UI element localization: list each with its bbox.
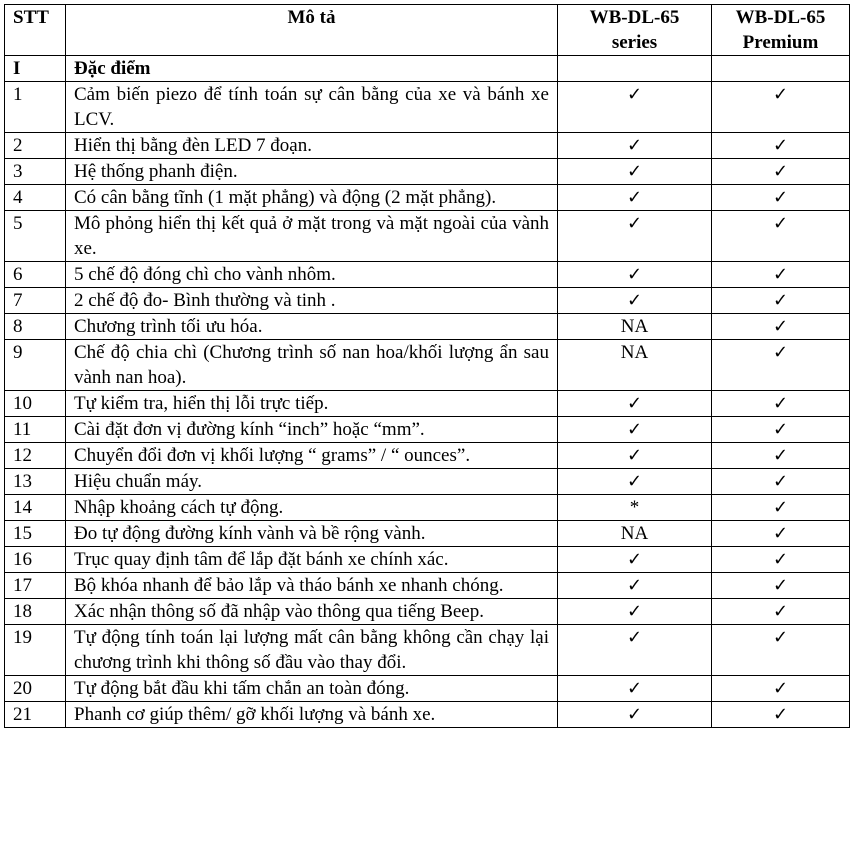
table-row [5,314,850,340]
checkmark-icon: ✓ [626,575,643,596]
row-number: 3 [5,159,66,185]
table-row [5,547,850,573]
row-description: Trục quay định tâm để lắp đặt bánh xe chính xác. [66,547,558,573]
series-availability-cell [558,211,712,262]
premium-availability-cell [712,262,850,288]
section-empty-cell [558,56,712,82]
row-number: 11 [5,417,66,443]
premium-availability-cell [712,443,850,469]
checkmark-icon: ✓ [772,84,789,105]
table-row [5,391,850,417]
checkmark-icon: ✓ [626,445,643,466]
table-row [5,288,850,314]
series-availability-cell [558,625,712,676]
section-row [5,56,850,82]
table-row [5,702,850,728]
checkmark-icon: ✓ [626,393,643,414]
checkmark-icon: ✓ [772,678,789,699]
row-number: 15 [5,521,66,547]
row-description: Chế độ chia chì (Chương trình số nan hoa/khối lượng ẩn sau vành nan hoa). [66,340,558,391]
row-description: Hiệu chuẩn máy. [66,469,558,495]
row-number: 21 [5,702,66,728]
table-row [5,676,850,702]
checkmark-icon: ✓ [772,601,789,622]
premium-availability-cell [712,702,850,728]
premium-availability-cell [712,82,850,133]
premium-availability-cell [712,676,850,702]
premium-availability-cell [712,185,850,211]
row-description: Phanh cơ giúp thêm/ gỡ khối lượng và bánh xe. [66,702,558,728]
row-number: 16 [5,547,66,573]
availability-text: NA [620,523,649,544]
section-number: I [5,56,66,82]
series-availability-cell [558,262,712,288]
checkmark-icon: ✓ [772,627,789,648]
premium-availability-cell [712,340,850,391]
checkmark-icon: ✓ [772,161,789,182]
row-number: 14 [5,495,66,521]
checkmark-icon: ✓ [772,549,789,570]
premium-availability-cell [712,133,850,159]
table-row [5,159,850,185]
table-row [5,133,850,159]
series-availability-cell [558,599,712,625]
premium-availability-cell [712,547,850,573]
table-row [5,599,850,625]
checkmark-icon: ✓ [626,549,643,570]
premium-availability-cell [712,599,850,625]
series-availability-cell [558,82,712,133]
checkmark-icon: ✓ [626,264,643,285]
series-availability-cell [558,185,712,211]
table-row [5,469,850,495]
header-row [5,5,850,56]
row-description: Hiển thị bằng đèn LED 7 đoạn. [66,133,558,159]
checkmark-icon: ✓ [626,187,643,208]
series-availability-cell [558,314,712,340]
checkmark-icon: ✓ [626,135,643,156]
row-number: 12 [5,443,66,469]
premium-availability-cell [712,521,850,547]
row-description: Bộ khóa nhanh để bảo lắp và tháo bánh xe nhanh chóng. [66,573,558,599]
checkmark-icon: ✓ [772,264,789,285]
row-description: Hệ thống phanh điện. [66,159,558,185]
row-description: Cảm biến piezo để tính toán sự cân bằng của xe và bánh xe LCV. [66,82,558,133]
table-row [5,340,850,391]
row-description: Cài đặt đơn vị đường kính “inch” hoặc “mm”. [66,417,558,443]
table-row [5,82,850,133]
series-availability-cell [558,469,712,495]
checkmark-icon: ✓ [772,342,789,363]
premium-availability-cell [712,573,850,599]
checkmark-icon: ✓ [626,471,643,492]
row-number: 18 [5,599,66,625]
series-availability-cell [558,391,712,417]
series-availability-cell [558,133,712,159]
table-row [5,417,850,443]
checkmark-icon: ✓ [772,316,789,337]
row-description: Tự kiểm tra, hiển thị lỗi trực tiếp. [66,391,558,417]
row-number: 4 [5,185,66,211]
row-number: 7 [5,288,66,314]
checkmark-icon: ✓ [772,213,789,234]
row-description: Nhập khoảng cách tự động. [66,495,558,521]
checkmark-icon: ✓ [626,601,643,622]
series-availability-cell [558,573,712,599]
table-row [5,573,850,599]
premium-availability-cell [712,211,850,262]
table-row [5,495,850,521]
checkmark-icon: ✓ [772,471,789,492]
row-number: 5 [5,211,66,262]
premium-availability-cell [712,625,850,676]
row-number: 1 [5,82,66,133]
row-number: 6 [5,262,66,288]
premium-availability-cell [712,495,850,521]
row-number: 19 [5,625,66,676]
checkmark-icon: ✓ [626,84,643,105]
table-row [5,185,850,211]
checkmark-icon: ✓ [772,135,789,156]
checkmark-icon: ✓ [772,393,789,414]
row-number: 20 [5,676,66,702]
series-availability-cell [558,521,712,547]
series-availability-cell [558,702,712,728]
row-description: Chuyển đổi đơn vị khối lượng “ grams” / “ ounces”. [66,443,558,469]
checkmark-icon: ✓ [626,704,643,725]
checkmark-icon: ✓ [626,627,643,648]
checkmark-icon: ✓ [772,523,789,544]
table-row [5,521,850,547]
premium-availability-cell [712,417,850,443]
checkmark-icon: ✓ [772,575,789,596]
premium-availability-cell [712,391,850,417]
checkmark-icon: ✓ [626,161,643,182]
series-availability-cell [558,676,712,702]
row-description: Đo tự động đường kính vành và bề rộng vành. [66,521,558,547]
table-row [5,211,850,262]
series-availability-cell [558,159,712,185]
row-description: Mô phỏng hiển thị kết quả ở mặt trong và mặt ngoài của vành xe. [66,211,558,262]
row-number: 13 [5,469,66,495]
section-title: Đặc điểm [66,56,558,82]
header-description: Mô tả [66,5,558,56]
row-description: Xác nhận thông số đã nhập vào thông qua tiếng Beep. [66,599,558,625]
header-stt: STT [5,5,66,56]
premium-availability-cell [712,469,850,495]
series-availability-cell [558,417,712,443]
availability-text: NA [620,342,649,363]
table-row [5,443,850,469]
checkmark-icon: ✓ [626,678,643,699]
series-availability-cell [558,547,712,573]
table-row [5,625,850,676]
row-number: 2 [5,133,66,159]
series-availability-cell [558,443,712,469]
checkmark-icon: ✓ [626,290,643,311]
row-description: 2 chế độ đo- Bình thường và tinh . [66,288,558,314]
row-number: 9 [5,340,66,391]
premium-availability-cell [712,314,850,340]
premium-availability-cell [712,159,850,185]
series-availability-cell [558,288,712,314]
checkmark-icon: ✓ [772,419,789,440]
row-number: 8 [5,314,66,340]
row-description: Có cân bằng tĩnh (1 mặt phẳng) và động (2 mặt phẳng). [66,185,558,211]
checkmark-icon: ✓ [772,187,789,208]
series-availability-cell [558,340,712,391]
checkmark-icon: ✓ [626,213,643,234]
row-description: Chương trình tối ưu hóa. [66,314,558,340]
section-empty-cell [712,56,850,82]
availability-text: NA [620,316,649,337]
checkmark-icon: ✓ [772,497,789,518]
header-wb-dl-65-premium: WB-DL-65 Premium [712,5,850,56]
header-wb-dl-65-series: WB-DL-65 series [558,5,712,56]
checkmark-icon: ✓ [772,704,789,725]
checkmark-icon: ✓ [772,290,789,311]
checkmark-icon: ✓ [626,419,643,440]
checkmark-icon: ✓ [772,445,789,466]
series-availability-cell [558,495,712,521]
premium-availability-cell [712,288,850,314]
row-description: Tự động bắt đầu khi tấm chắn an toàn đóng. [66,676,558,702]
availability-text: * [629,497,640,518]
row-description: 5 chế độ đóng chì cho vành nhôm. [66,262,558,288]
row-description: Tự động tính toán lại lượng mất cân bằng không cần chạy lại chương trình khi thông số đầu vào thay đổi. [66,625,558,676]
row-number: 10 [5,391,66,417]
feature-table [4,4,850,728]
table-row [5,262,850,288]
row-number: 17 [5,573,66,599]
